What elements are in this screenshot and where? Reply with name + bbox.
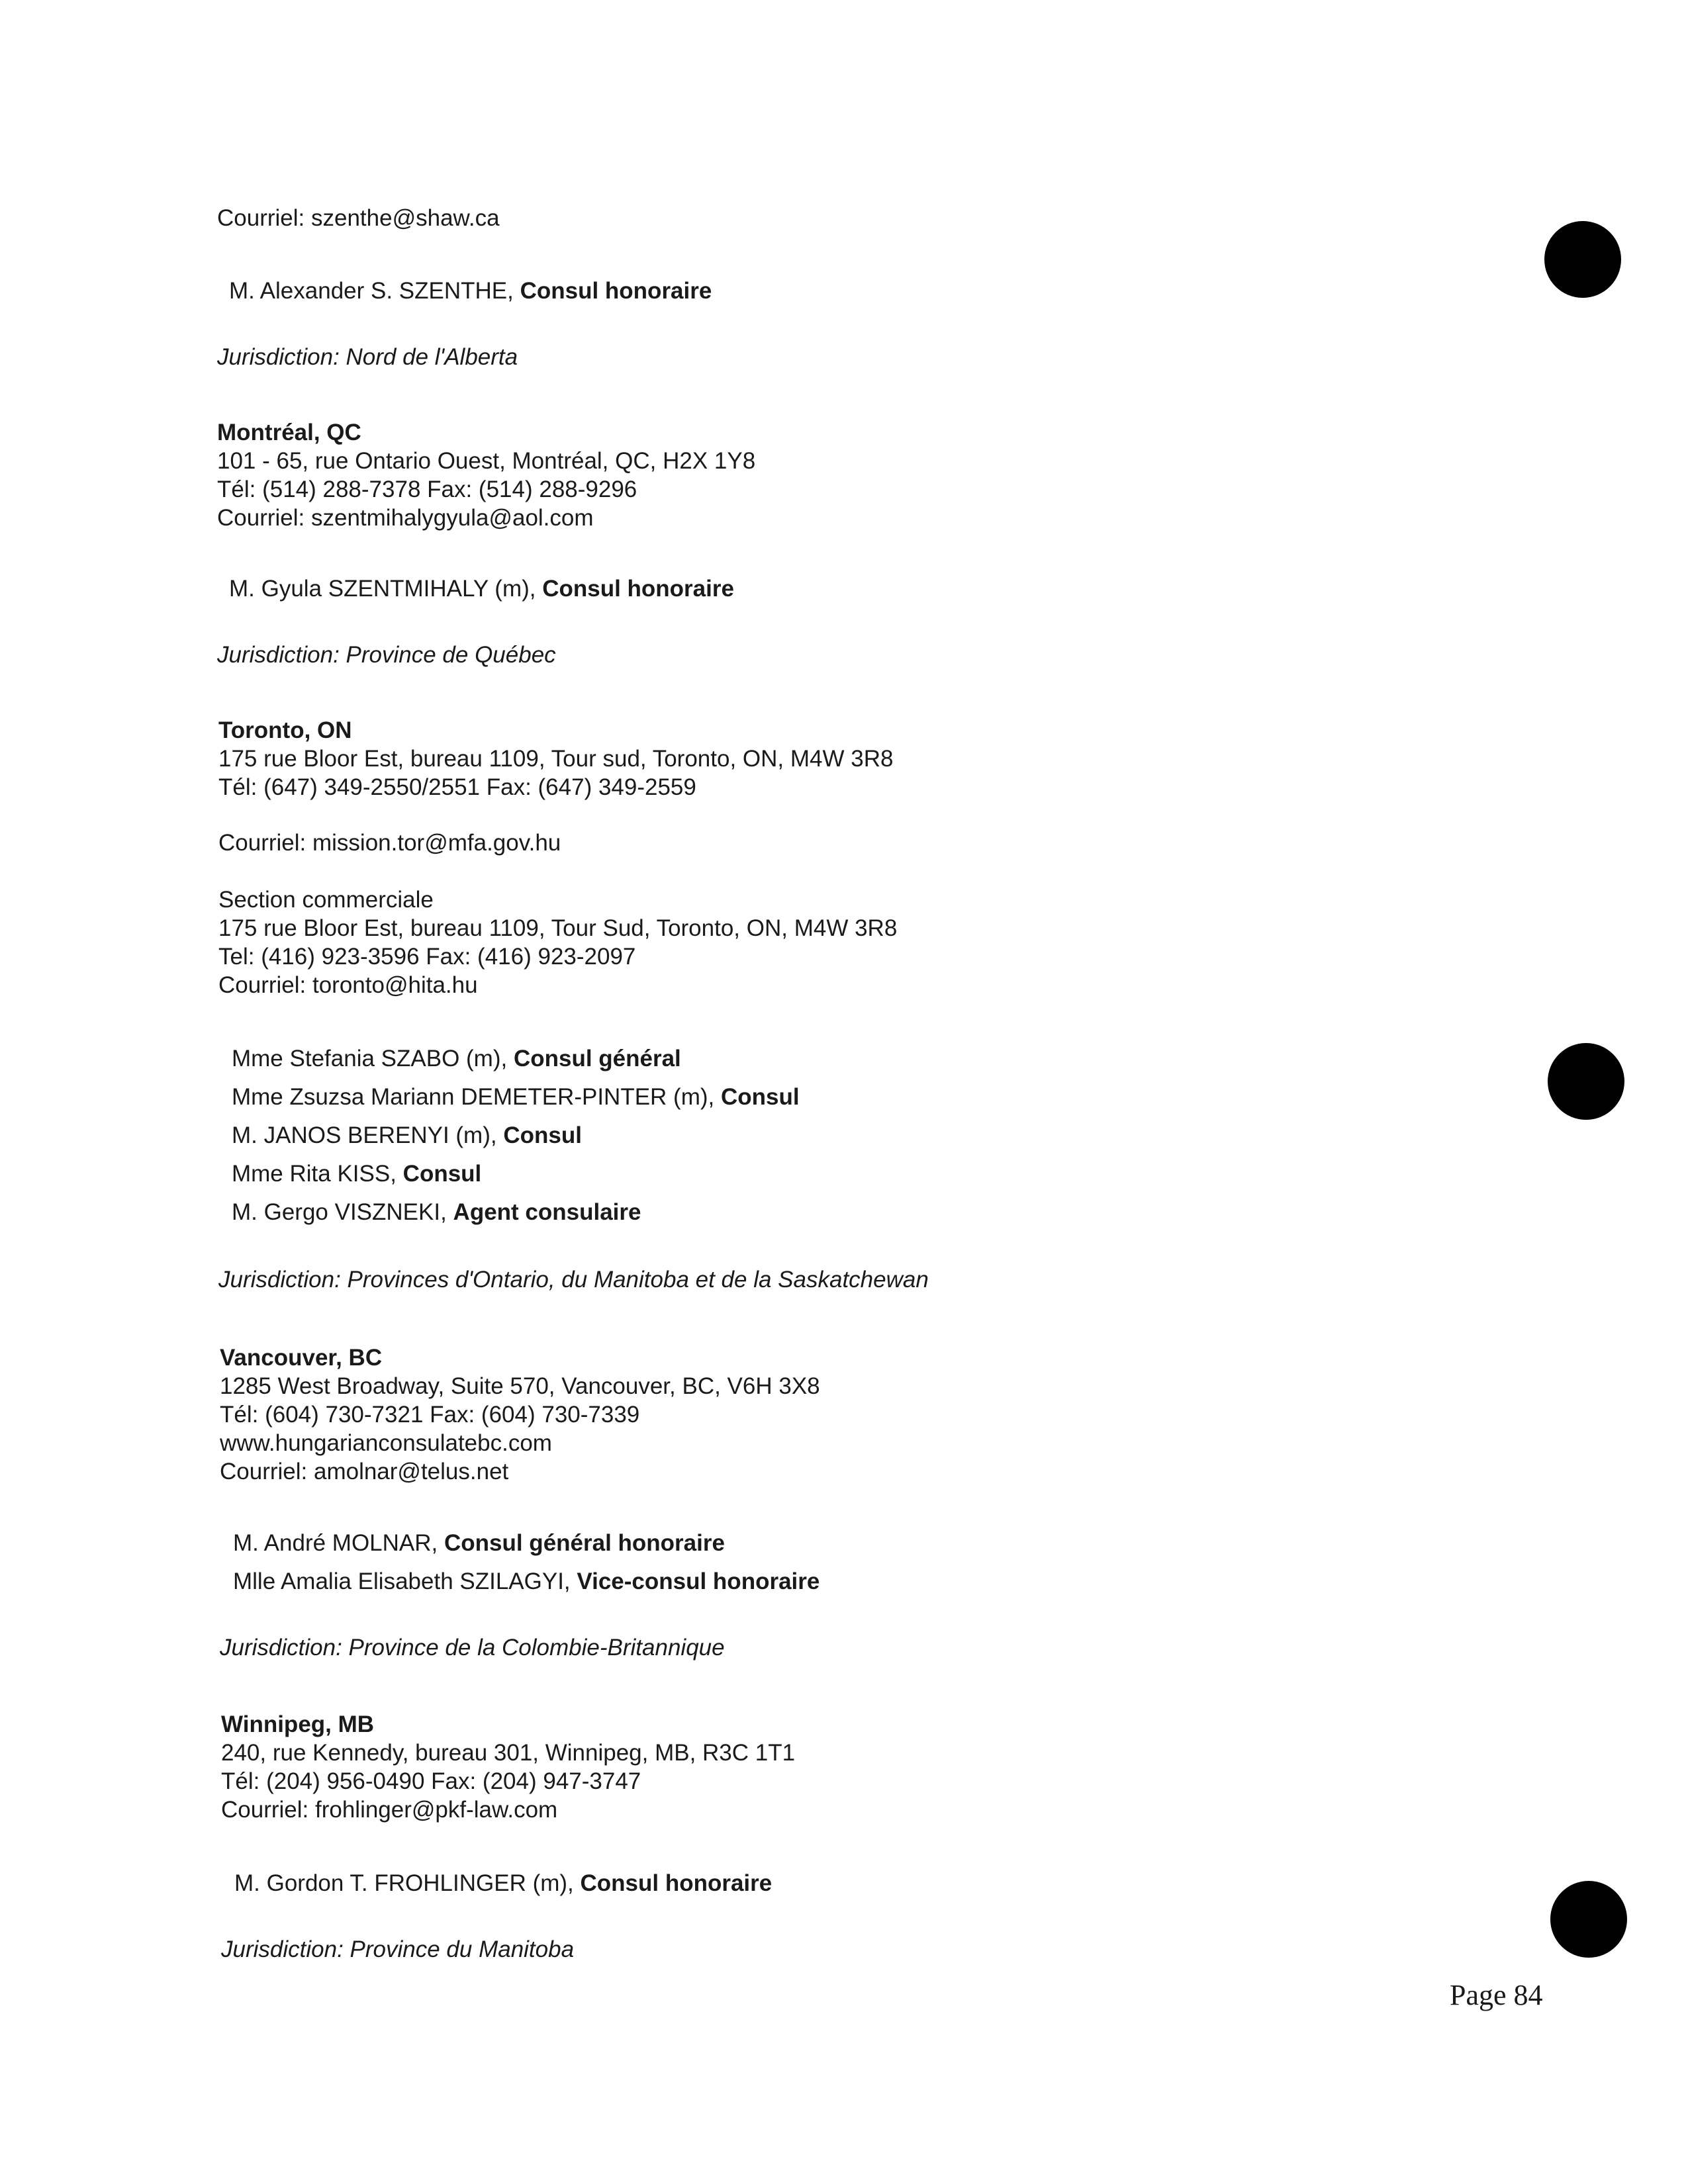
official-name: M. Gyula SZENTMIHALY (m), (229, 576, 543, 602)
jurisdiction-line: Jurisdiction: Provinces d'Ontario, du Manitoba et de la Saskatchewan (218, 1267, 929, 1293)
website-line: www.hungarianconsulatebc.com (220, 1430, 552, 1456)
official-title: Consul (720, 1084, 800, 1110)
official-name: Mme Zsuzsa Mariann DEMETER-PINTER (m), (232, 1084, 721, 1110)
phone-fax-line: Tél: (514) 288-7378 Fax: (514) 288-9296 (217, 477, 637, 502)
official-name: Mlle Amalia Elisabeth SZILAGYI, (233, 1569, 577, 1594)
section-heading: Section commerciale (218, 887, 434, 913)
jurisdiction-line: Jurisdiction: Province du Manitoba (221, 1936, 575, 1962)
official-name: M. Gergo VISZNEKI, (232, 1199, 453, 1225)
official-entry (233, 1567, 820, 1596)
official-title: Vice-consul honoraire (577, 1569, 820, 1594)
official-title: Agent consulaire (453, 1199, 641, 1225)
official-name: Mme Stefania SZABO (m), (232, 1046, 514, 1071)
address-line: 175 rue Bloor Est, bureau 1109, Tour Sud, Toronto, ON, M4W 3R8 (218, 915, 898, 941)
phone-fax-line: Tél: (604) 730-7321 Fax: (604) 730-7339 (220, 1402, 640, 1428)
official-entry (229, 277, 712, 306)
address-line: 1285 West Broadway, Suite 570, Vancouver, BC, V6H 3X8 (220, 1373, 820, 1399)
official-entry (232, 1198, 641, 1227)
contact-email: Courriel: frohlinger@pkf-law.com (221, 1797, 558, 1823)
page-number: Page 84 (1450, 1979, 1543, 2011)
official-entry (229, 574, 734, 604)
official-entry (232, 1044, 681, 1073)
address-line: 101 - 65, rue Ontario Ouest, Montréal, QC, H2X 1Y8 (217, 448, 756, 474)
official-title: Consul honoraire (542, 576, 734, 602)
punch-hole (1550, 1881, 1627, 1958)
contact-email: Courriel: szenthe@shaw.ca (217, 205, 500, 231)
jurisdiction-line: Jurisdiction: Province de la Colombie-Britannique (220, 1635, 725, 1661)
phone-fax-line: Tél: (647) 349-2550/2551 Fax: (647) 349-2559 (218, 774, 696, 800)
official-entry (232, 1121, 582, 1150)
address-line: 240, rue Kennedy, bureau 301, Winnipeg, MB, R3C 1T1 (221, 1740, 796, 1766)
city-heading: Montréal, QC (217, 420, 361, 445)
contact-email: Courriel: szentmihalygyula@aol.com (217, 505, 594, 531)
official-title: Consul (503, 1122, 582, 1148)
address-line: 175 rue Bloor Est, bureau 1109, Tour sud, Toronto, ON, M4W 3R8 (218, 746, 894, 772)
city-heading: Toronto, ON (218, 717, 352, 743)
official-title: Consul honoraire (580, 1870, 773, 1896)
official-title: Consul général honoraire (444, 1530, 725, 1556)
jurisdiction-line: Jurisdiction: Province de Québec (217, 642, 556, 668)
contact-email: Courriel: toronto@hita.hu (218, 972, 478, 998)
contact-email: Courriel: amolnar@telus.net (220, 1459, 509, 1484)
official-name: M. Alexander S. SZENTHE, (229, 278, 520, 304)
punch-hole (1544, 221, 1621, 298)
city-heading: Vancouver, BC (220, 1345, 383, 1371)
official-entry (234, 1869, 772, 1898)
phone-fax-line: Tel: (416) 923-3596 Fax: (416) 923-2097 (218, 944, 636, 970)
official-entry (232, 1160, 481, 1189)
official-title: Consul (402, 1161, 482, 1187)
official-entry (233, 1529, 725, 1558)
punch-hole (1548, 1043, 1624, 1120)
official-name: M. Gordon T. FROHLINGER (m), (234, 1870, 581, 1896)
official-title: Consul général (513, 1046, 681, 1071)
official-name: M. André MOLNAR, (233, 1530, 444, 1556)
phone-fax-line: Tél: (204) 956-0490 Fax: (204) 947-3747 (221, 1768, 641, 1794)
official-name: Mme Rita KISS, (232, 1161, 403, 1187)
official-title: Consul honoraire (520, 278, 712, 304)
official-name: M. JANOS BERENYI (m), (232, 1122, 504, 1148)
official-entry (232, 1083, 800, 1112)
contact-email: Courriel: mission.tor@mfa.gov.hu (218, 830, 561, 856)
jurisdiction-line: Jurisdiction: Nord de l'Alberta (217, 344, 518, 370)
city-heading: Winnipeg, MB (221, 1711, 375, 1737)
